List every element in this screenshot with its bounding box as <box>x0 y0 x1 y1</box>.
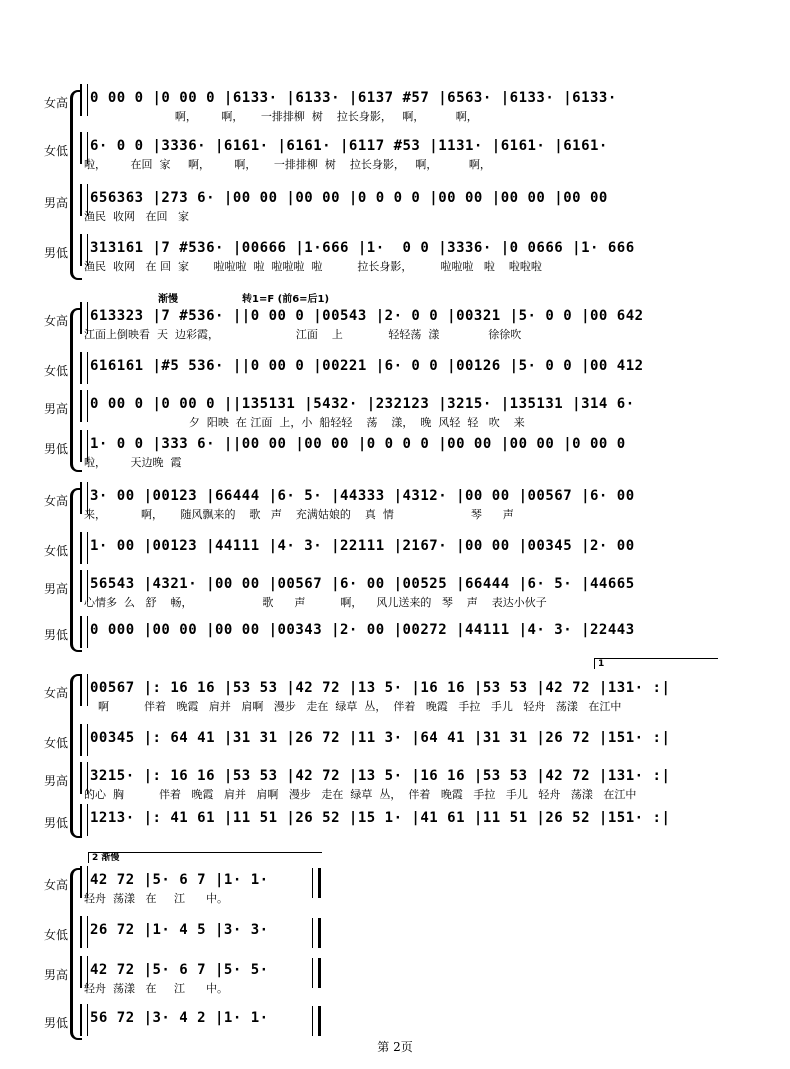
barline <box>80 352 88 384</box>
barline <box>80 616 88 648</box>
notation: 0 00 0 |0 00 0 |6133· |6133· |6137 #57 |6563· |6133· |6133· <box>90 90 617 106</box>
lyrics: 江面上倒映看 天 边彩霞， 江面 上 轻轻荡 漾 徐徐吹 <box>84 328 522 341</box>
voice-label: 男高 <box>43 196 68 210</box>
voice-label: 男低 <box>43 628 68 642</box>
volta-second-ending: 2 渐慢 <box>88 852 322 863</box>
notation: 26 72 |1· 4 5 |3· 3· <box>90 922 269 938</box>
notation: 313161 |7 #536· |00666 |1·666 |1· 0 0 |3336· |0 0666 |1· 666 <box>90 240 635 256</box>
volta-first-ending: 1 <box>594 658 718 669</box>
notation: 3215· |: 16 16 |53 53 |42 72 |13 5· |16 16 |53 53 |42 72 |131· :| <box>90 768 671 784</box>
voice-label: 女低 <box>43 364 68 378</box>
notation: 1213· |: 41 61 |11 51 |26 52 |15 1· |41 61 |11 51 |26 52 |151· :| <box>90 810 671 826</box>
voice-label: 男高 <box>43 774 68 788</box>
page-number: 第 2页 <box>377 1040 413 1054</box>
notation: 42 72 |5· 6 7 |5· 5· <box>90 962 269 978</box>
notation: 1· 00 |00123 |44111 |4· 3· |22111 |2167· |00 00 |00345 |2· 00 <box>90 538 635 554</box>
lyrics: 轻舟 荡漾 在 江 中。 <box>84 892 228 905</box>
final-barline <box>312 958 321 988</box>
barline <box>80 1004 88 1036</box>
voice-label: 男高 <box>43 402 68 416</box>
barline <box>80 532 88 564</box>
notation: 00345 |: 64 41 |31 31 |26 72 |11 3· |64 41 |31 31 |26 72 |151· :| <box>90 730 671 746</box>
voice-label: 女高 <box>43 96 68 110</box>
notation: 3· 00 |00123 |66444 |6· 5· |44333 |4312· |00 00 |00567 |6· 00 <box>90 488 635 504</box>
voice-label: 男低 <box>43 1016 68 1030</box>
notation: 00567 |: 16 16 |53 53 |42 72 |13 5· |16 16 |53 53 |42 72 |131· :| <box>90 680 671 696</box>
barline <box>80 724 88 756</box>
notation: 613323 |7 #536· ||0 00 0 |00543 |2· 0 0 |00321 |5· 0 0 |00 642 <box>90 308 644 324</box>
notation: 656363 |273 6· |00 00 |00 00 |0 0 0 0 |00 00 |00 00 |00 00 <box>90 190 608 206</box>
notation: 6· 0 0 |3336· |6161· |6161· |6117 #53 |1131· |6161· |6161· <box>90 138 608 154</box>
lyrics: 来， 啊， 随风飘来的 歌 声 充满姑娘的 真 情 琴 声 <box>84 508 514 521</box>
notation: 56543 |4321· |00 00 |00567 |6· 00 |00525 |66444 |6· 5· |44665 <box>90 576 635 592</box>
key-change-marking: 转1=F (前6=后1) <box>242 294 330 305</box>
lyrics: 啊， 啊， 一排排柳 树 拉长身影， 啊， 啊， <box>84 110 478 123</box>
notation: 0 00 0 |0 00 0 ||135131 |5432· |232123 |3215· |135131 |314 6· <box>90 396 635 412</box>
notation: 0 000 |00 00 |00 00 |00343 |2· 00 |00272 |44111 |4· 3· |22443 <box>90 622 635 638</box>
lyrics: 啊 伴着 晚霞 肩并 肩啊 漫步 走在 绿草 丛， 伴着 晚霞 手拉 手儿 轻舟 荡漾 在江中 <box>84 700 622 713</box>
voice-label: 女高 <box>43 686 68 700</box>
notation: 56 72 |3· 4 2 |1· 1· <box>90 1010 269 1026</box>
voice-label: 女低 <box>43 544 68 558</box>
final-barline <box>312 1006 321 1036</box>
lyrics: 夕 阳映 在 江面 上，小 船轻轻 荡 漾， 晚 风轻 轻 吹 来 <box>84 416 525 429</box>
barline <box>80 804 88 836</box>
lyrics: 的心 胸 伴着 晚霞 肩并 肩啊 漫步 走在 绿草 丛， 伴着 晚霞 手拉 手儿 轻舟 荡漾 在江中 <box>84 788 637 801</box>
voice-label: 女低 <box>43 928 68 942</box>
notation: 1· 0 0 |333 6· ||00 00 |00 00 |0 0 0 0 |00 00 |00 00 |0 00 0 <box>90 436 626 452</box>
voice-label: 女高 <box>43 314 68 328</box>
final-barline <box>312 868 321 898</box>
voice-label: 男低 <box>43 246 68 260</box>
voice-label: 男低 <box>43 442 68 456</box>
voice-label: 女高 <box>43 494 68 508</box>
voice-label: 女低 <box>43 144 68 158</box>
lyrics: 渔民 收网 在回 家 <box>84 210 189 223</box>
lyrics: 心情多 么 舒 畅， 歌 声 啊， 风儿送来的 琴 声 表达小伙子 <box>84 596 547 609</box>
notation: 616161 |#5 536· ||0 00 0 |00221 |6· 0 0 |00126 |5· 0 0 |00 412 <box>90 358 644 374</box>
barline <box>80 916 88 948</box>
voice-label: 女低 <box>43 736 68 750</box>
voice-label: 女高 <box>43 878 68 892</box>
lyrics: 啦， 在回 家 啊， 啊， 一排排柳 树 拉长身影， 啊， 啊， <box>84 158 491 171</box>
voice-label: 男低 <box>43 816 68 830</box>
lyrics: 渔民 收网 在 回 家 啦啦啦 啦 啦啦啦 啦 拉长身影， 啦啦啦 啦 啦啦啦 <box>84 260 542 273</box>
voice-label: 男高 <box>43 582 68 596</box>
lyrics: 轻舟 荡漾 在 江 中。 <box>84 982 228 995</box>
voice-label: 男高 <box>43 968 68 982</box>
final-barline <box>312 918 321 948</box>
lyrics: 啦， 天边晚 霞 <box>84 456 182 469</box>
notation: 42 72 |5· 6 7 |1· 1· <box>90 872 269 888</box>
tempo-marking: 渐慢 <box>158 294 178 305</box>
